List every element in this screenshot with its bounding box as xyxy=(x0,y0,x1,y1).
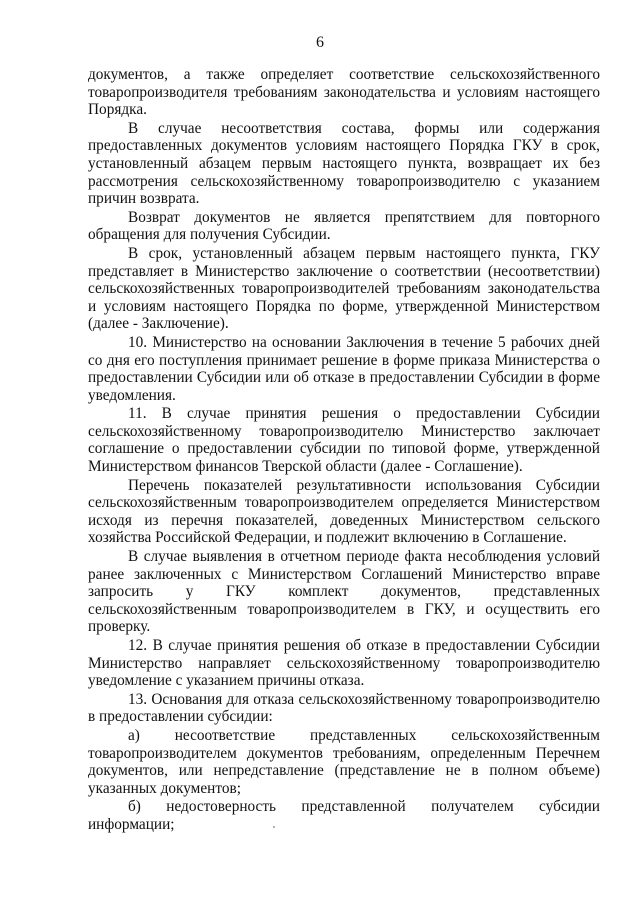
page-number: 6 xyxy=(316,34,324,51)
paragraph: Перечень показателей результативности использования Субсидии сельскохозяйственным товаропроизводителем определяется Министерством исходя из перечня показателей, доведенных Министерством сельского хозяйства Российской Федерации, и подлежит включению в Соглашение. xyxy=(88,476,600,547)
paragraph: б) недостоверность представленной получателем субсидии информации; xyxy=(88,798,600,833)
paragraph: 12. В случае принятия решения об отказе в предоставлении Субсидии Министерство направляет сельскохозяйственному товаропроизводителю уведомление с указанием причины отказа. xyxy=(88,637,600,690)
paragraph: 13. Основания для отказа сельскохозяйственному товаропроизводителю в предоставлении субсидии: xyxy=(88,690,600,726)
scan-speck xyxy=(273,826,275,828)
paragraph: 10. Министерство на основании Заключения в течение 5 рабочих дней со дня его поступления принимает решение в форме приказа Министерства о предоставлении Субсидии или об отказе в предоставлении Субсидии в форме уведомления. xyxy=(88,333,600,404)
document-body xyxy=(88,66,600,834)
paragraph: документов, а также определяет соответствие сельскохозяйственного товаропроизводителя требованиям законодательства и условиям настоящего Порядка. xyxy=(88,66,600,119)
paragraph: В срок, установленный абзацем первым настоящего пункта, ГКУ представляет в Министерство заключение о соответствии (несоответствии) сельскохозяйственных товаропроизводителей требованиям законодательства и условиям настоящего Порядка по форме, утвержденной Министерством (далее - Заключение). xyxy=(88,244,600,333)
paragraph: а) несоответствие представленных сельскохозяйственным товаропроизводителем документов требованиям, определенным Перечнем документов, или непредставление (представление не в полном объеме) указанных документов; xyxy=(88,726,600,797)
paragraph: В случае выявления в отчетном периоде факта несоблюдения условий ранее заключенных с Министерством Соглашений Министерство вправе запросить у ГКУ комплект документов, представленных сельскохозяйственным товаропроизводителем в ГКУ, и осуществить его проверку. xyxy=(88,548,600,636)
paragraph: Возврат документов не является препятствием для повторного обращения для получения Субсидии. xyxy=(88,208,600,244)
paragraph: В случае несоответствия состава, формы или содержания предоставленных документов условиям настоящего Порядка ГКУ в срок, установленный абзацем первым настоящего пункта, возвращает их без рассмотрения сельскохозяйственному товаропроизводителю с указанием причин возврата. xyxy=(88,119,600,208)
paragraph: 11. В случае принятия решения о предоставлении Субсидии сельскохозяйственному товаропроизводителю Министерство заключает соглашение о предоставлении субсидии по типовой форме, утвержденной Министерством финансов Тверской области (далее - Соглашение). xyxy=(88,405,600,476)
